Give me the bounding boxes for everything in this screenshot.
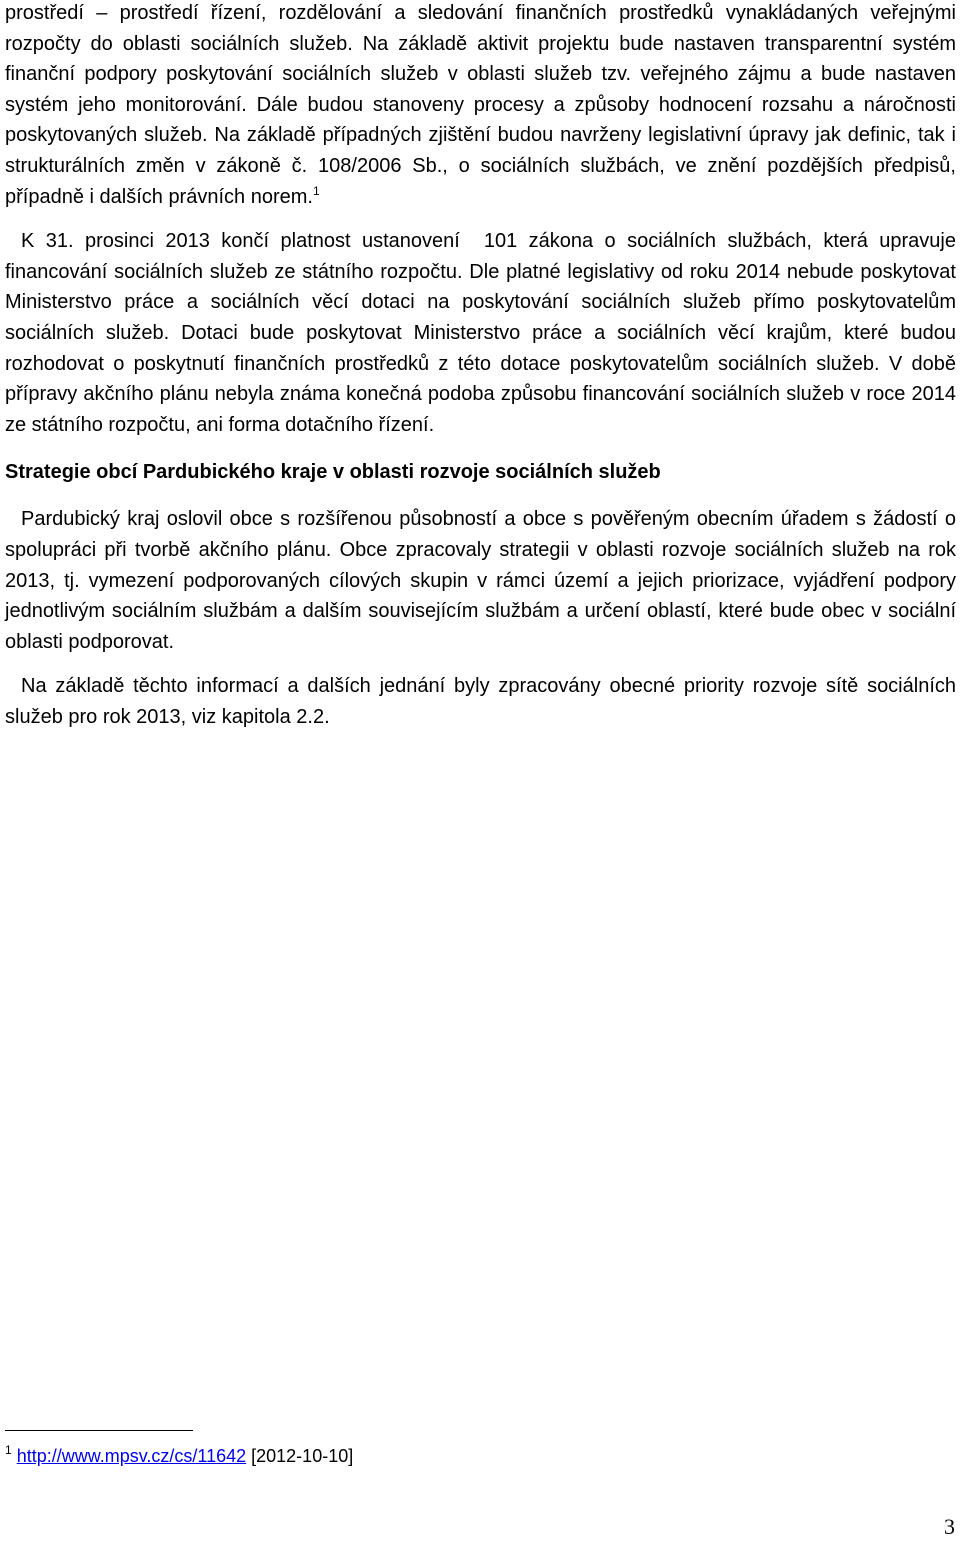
- section-heading: Strategie obcí Pardubického kraje v oblasti rozvoje sociálních služeb: [5, 461, 661, 484]
- kraj-paragraph: Pardubický kraj oslovil obce s rozšířenou působností a obce s pověřeným obecním úřadem s žádostí o spolupráci při tvorbě akčního plánu. Obce zpracovaly strategii v oblasti rozvoje sociálních služeb na rok 2013, tj. vymezení podporovaných cílových skupin v rámci území a jejich priorizace, vyjádření podpory jednotlivým sociálním službám a dalším souvisejícím službám a určení oblastí, které bude obec v sociální oblasti podporovat.: [5, 508, 956, 653]
- k31-paragraph-text-rest: 101 zákona o sociálních službách, která upravuje financování sociálních služeb ze státního rozpočtu. Dle platné legislativy od roku 2014 nebude poskytovat Ministerstvo práce a sociálních věcí dotaci na poskytování sociálních služeb přímo poskytovatelům sociálních služeb. Dotaci bude poskytovat Ministerstvo práce a sociálních věcí krajům, které budou rozhodovat o poskytnutí finančních prostředků z této dotace poskytovatelům sociálních služeb. V době přípravy akčního plánu nebyla známa konečná podoba způsobu financování sociálních služeb v roce 2014 ze státního rozpočtu, ani forma dotačního řízení.: [5, 230, 956, 436]
- intro-paragraph-text: prostředí – prostředí řízení, rozdělování a sledování finančních prostředků vynakládaných veřejnými rozpočty do oblasti sociálních služeb. Na základě aktivit projektu bude nastaven transparentní systém finanční podpory poskytování sociálních služeb v oblasti služeb tzv. veřejného zájmu a bude nastaven systém jeho monitorování. Dále budou stanoveny procesy a způsoby hodnocení rozsahu a náročnosti poskytovaných služeb. Na základě případných zjištění budou navrženy legislativní úpravy jak definic, tak i strukturálních změn v zákoně č. 108/2006 Sb., o sociálních službách, ve znění pozdějších předpisů, případně i dalších právních norem.: [5, 2, 956, 208]
- k31-paragraph-text-start: K 31. prosinci 2013 končí platnost ustanovení: [21, 230, 460, 253]
- page-number: 3: [944, 1514, 955, 1539]
- footnote-separator: [5, 1430, 193, 1431]
- footnote: [5, 1444, 353, 1468]
- k31-paragraph: [5, 226, 956, 440]
- zaklad-paragraph: Na základě těchto informací a dalších jednání byly zpracovány obecné priority rozvoje sítě sociálních služeb pro rok 2013, viz kapitola 2.2.: [5, 675, 956, 728]
- footnote-reference[interactable]: 1: [312, 183, 320, 198]
- footnote-date: [2012-10-10]: [251, 1446, 354, 1466]
- document-page: [5, 0, 956, 732]
- footnote-link[interactable]: http://www.mpsv.cz/cs/11642: [16, 1446, 247, 1466]
- intro-paragraph: [5, 0, 956, 212]
- footnote-number: 1: [5, 1443, 12, 1457]
